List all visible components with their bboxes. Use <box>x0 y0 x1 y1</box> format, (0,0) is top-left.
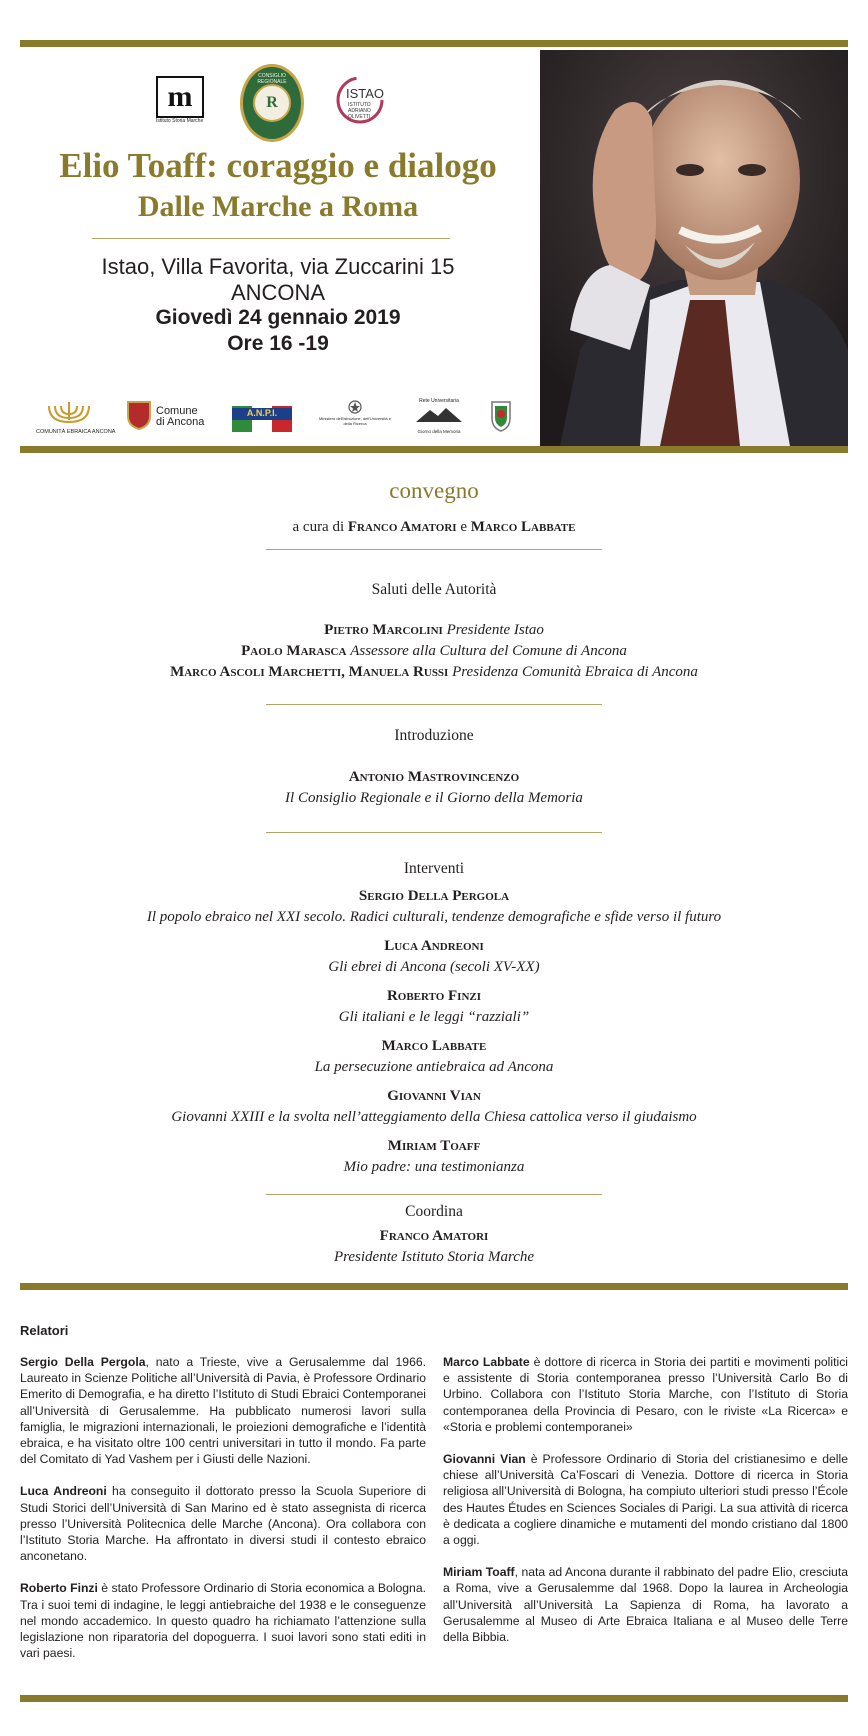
divider-1 <box>266 549 602 550</box>
intro-heading: Introduzione <box>394 727 474 744</box>
bio-text: è stato Professore Ordinario di Storia economica a Bologna. Tra i suoi temi di indagine, le leggi antiebraiche del 1938 e le conseguenze nel mondo accademico. In questo quadro ha richiamato l’attenzione sulla legislazione non riparatoria del dopoguerra. I suoi lavori sono stati editi in vari paesi. <box>20 1581 426 1661</box>
intro-speaker: Antonio Mastrovincenzo <box>348 769 520 785</box>
speaker-name: Marco Labbate <box>381 1038 487 1054</box>
speaker-talk: Giovanni XXIII e la svolta nell’atteggiamento della Chiesa cattolica verso il giudaismo <box>171 1109 697 1125</box>
divider-3 <box>266 832 602 833</box>
istao-logo <box>336 74 394 128</box>
event-city: ANCONA <box>230 280 326 305</box>
top-gold-bar <box>20 40 848 47</box>
istituto-storia-marche-caption: Istituto Storia Marche <box>156 118 204 124</box>
bottom-gold-bar <box>20 1695 848 1702</box>
saluti-role: Presidente Istao <box>446 622 544 638</box>
shield-icon <box>490 400 512 432</box>
interventi-heading: Interventi <box>403 860 465 877</box>
bio-name: Giovanni Vian <box>443 1452 526 1467</box>
speaker-name: Roberto Finzi <box>386 988 482 1004</box>
istao-logo-text: ISTAO <box>346 86 385 101</box>
saluti-row-1 <box>20 622 848 639</box>
bio-name: Miriam Toaff <box>443 1565 515 1580</box>
bio-paragraph <box>20 1483 426 1564</box>
speaker-name: Giovanni Vian <box>387 1088 481 1104</box>
bio-paragraph <box>20 1354 426 1467</box>
rete-line2: Giorno della Memoria <box>417 429 461 434</box>
convegno-label: convegno <box>389 478 479 503</box>
speaker-talk: Gli italiani e le leggi “razziali” <box>338 1009 530 1025</box>
curators-line <box>20 519 848 536</box>
ministero-text: Ministero dell'Istruzione, dell'Università e della Ricerca <box>318 416 391 426</box>
menorah-icon <box>36 398 102 424</box>
event-venue: Istao, Villa Favorita, via Zuccarini 15 <box>101 254 455 279</box>
event-date: Giovedì 24 gennaio 2019 <box>155 306 401 329</box>
relatori-left-column <box>20 1354 426 1677</box>
bio-text: ha conseguito il dottorato presso la Scuola Superiore di Studi Storici dell’Università di San Marino ed è stato assegnista di ricerca presso l’Università Politecnica delle Marche (Ancona). Ora collabora con l’Istituto Storia Marche. Ha affrontato in diversi studi il contesto ebraico anconetano. <box>20 1484 426 1564</box>
bio-text: è Professore Ordinario di Storia del cristianesimo e delle chiese all’Università Ca’Foscari di Venezia. Dottore di ricerca in Storia religiosa all’Università di Bologna, ha compiuto ulteriori studi presso l’École des Hautes Études en Sciences Sociales di Parigi. La sua attività di ricerca è dedicata a cogliere dinamiche e mutamenti del mondo cristiano dal 1800 a oggi. <box>443 1452 848 1548</box>
saluti-name: Marco Ascoli Marchetti, Manuela Russi <box>170 664 449 680</box>
consiglio-regionale-text: CONSIGLIO REGIONALE <box>257 73 287 85</box>
comune-line1: Comune <box>156 405 198 417</box>
coordinator-title: Presidente Istituto Storia Marche <box>333 1249 535 1265</box>
coordinator-name: Franco Amatori <box>379 1228 489 1244</box>
bio-paragraph <box>443 1354 848 1435</box>
comunita-ebraica-text: COMUNITÀ EBRAICA ANCONA <box>36 429 116 435</box>
ancona-crest-icon <box>126 400 152 430</box>
bio-name: Luca Andreoni <box>20 1484 107 1499</box>
speaker-talk: Il popolo ebraico nel XXI secolo. Radici culturali, tendenze demografiche e sfide verso il futuro <box>146 909 722 925</box>
anpi-text: A.N.P.I. <box>232 408 292 420</box>
bio-name: Sergio Della Pergola <box>20 1355 146 1369</box>
speaker-name: Miriam Toaff <box>387 1138 481 1154</box>
istao-logo-caption: ISTITUTO ADRIANO OLIVETTI <box>348 102 371 120</box>
speaker-talk: Mio padre: una testimonianza <box>343 1159 525 1175</box>
bio-text: , nata ad Ancona durante il rabbinato del padre Elio, cresciuta a Roma, vive a Gerusalemme dal 1968. Dopo la laurea in Archeologia all’Università all’Università La Sapienza di Roma, ha lavorato a Gerusalemme al Museo di Arte Ebraica Italiana e al Museo delle Terre della Bibbia. <box>443 1565 848 1645</box>
bio-text: è dottore di ricerca in Storia dei partiti e movimenti politici e assistente di Storia contemporanea presso l’Università Carlo Bo di Urbino. Collabora con l’Istituto Storia Marche, con l’Istituto di Storia contemporanea della Provincia di Pesaro, con le riviste «La Ricerca» e «Storia e problemi contemporanei» <box>443 1355 848 1434</box>
divider-4 <box>266 1194 602 1195</box>
mid-gold-bar <box>20 1283 848 1290</box>
saluti-row-2 <box>20 643 848 660</box>
curator-name-2: Marco Labbate <box>470 519 576 535</box>
comunita-ebraica-logo <box>36 398 116 438</box>
header-bottom-gold-bar <box>20 446 848 453</box>
saluti-name: Pietro Marcolini <box>324 622 443 638</box>
portrait-photo <box>540 50 848 446</box>
relatori-heading: Relatori <box>20 1323 69 1338</box>
coordina-heading: Coordina <box>405 1203 463 1220</box>
event-title: Elio Toaff: coraggio e dialogo <box>59 146 497 185</box>
comune-line2: di Ancona <box>156 416 205 428</box>
speaker-name: Luca Andreoni <box>384 938 484 954</box>
relatori-right-column <box>443 1354 848 1661</box>
event-subtitle: Dalle Marche a Roma <box>137 190 419 223</box>
bio-name: Marco Labbate <box>443 1355 530 1369</box>
speaker-name: Sergio Della Pergola <box>358 888 510 904</box>
curators-and: e <box>460 519 467 535</box>
bio-text: , nato a Trieste, vive a Gerusalemme dal 1966. Laureato in Scienze Politiche all’Università di Pavia, è Professore Ordinario Emerito di Demografia, e ha diretto l’Istituto di Studi Ebraici Contemporanei all’Università di Gerusalemme. Ha pubblicato numerosi lavori sulla famiglia, le migrazioni internazionali, le proiezioni demografiche e l’identità ebraica, e ha visitato oltre 100 centri universitari in tutto il mondo. Fa parte del Comitato di Yad Vashem per i Giusti delle Nazioni. <box>20 1355 427 1467</box>
anpi-logo <box>232 406 292 432</box>
bio-paragraph <box>443 1451 848 1548</box>
regione-crest-logo <box>490 400 512 440</box>
portrait-illustration <box>540 50 848 446</box>
partner-logos <box>150 72 410 144</box>
consiglio-regionale-logo: R CONSIGLIO REGIONALE <box>240 64 304 142</box>
saluti-row-3 <box>20 664 848 681</box>
curators-prefix: a cura di <box>292 519 345 535</box>
title-divider <box>92 238 450 239</box>
curator-name-1: Franco Amatori <box>347 519 457 535</box>
bio-paragraph <box>20 1580 426 1661</box>
divider-2 <box>266 704 602 705</box>
bio-name: Roberto Finzi <box>20 1581 98 1596</box>
bio-paragraph <box>443 1564 848 1645</box>
speaker-talk: Gli ebrei di Ancona (secoli XV-XX) <box>328 959 540 975</box>
mountain-icon <box>412 404 466 424</box>
saluti-role: Assessore alla Cultura del Comune di Ancona <box>350 643 627 659</box>
saluti-role: Presidenza Comunità Ebraica di Ancona <box>452 664 698 680</box>
rete-universitaria-logo <box>412 398 466 438</box>
saluti-name: Paolo Marasca <box>241 643 347 659</box>
ministero-logo <box>318 398 392 438</box>
emblem-icon <box>348 400 362 414</box>
intro-talk: Il Consiglio Regionale e il Giorno della Memoria <box>285 790 583 806</box>
saluti-heading: Saluti delle Autorità <box>371 581 497 598</box>
event-time: Ore 16 -19 <box>227 332 329 355</box>
rete-line1: Rete Universitaria <box>419 398 459 404</box>
speaker-talk: La persecuzione antiebraica ad Ancona <box>314 1059 554 1075</box>
comune-ancona-logo <box>126 398 210 438</box>
istituto-storia-marche-logo: m Istituto Storia Marche <box>156 76 202 124</box>
